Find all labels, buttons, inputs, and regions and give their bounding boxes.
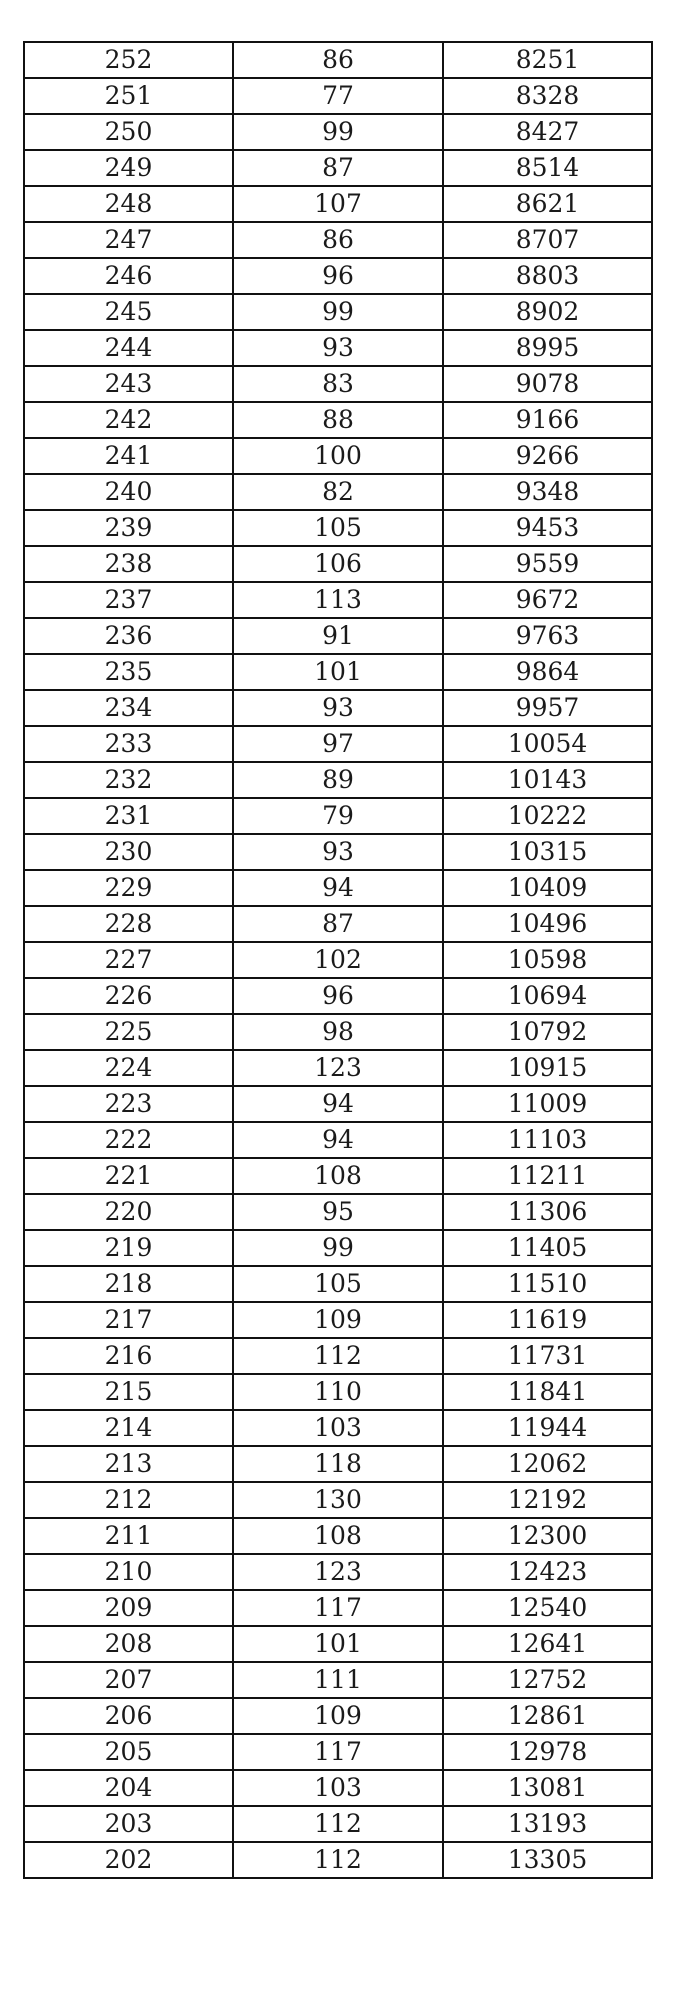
table-row — [24, 1770, 652, 1806]
score-cell: 251 — [24, 78, 233, 114]
score-cell: 242 — [24, 402, 233, 438]
table-row — [24, 1482, 652, 1518]
score-cell: 249 — [24, 150, 233, 186]
table-row — [24, 510, 652, 546]
count-cell: 111 — [233, 1662, 443, 1698]
cumulative-cell: 12192 — [443, 1482, 652, 1518]
count-cell: 82 — [233, 474, 443, 510]
cumulative-cell: 10143 — [443, 762, 652, 798]
score-cell: 252 — [24, 42, 233, 78]
count-cell: 87 — [233, 150, 443, 186]
table-row — [24, 438, 652, 474]
count-cell: 109 — [233, 1302, 443, 1338]
cumulative-cell: 9078 — [443, 366, 652, 402]
score-cell: 212 — [24, 1482, 233, 1518]
table-row — [24, 1374, 652, 1410]
table-row — [24, 1086, 652, 1122]
count-cell: 108 — [233, 1518, 443, 1554]
table-row — [24, 330, 652, 366]
count-cell: 112 — [233, 1338, 443, 1374]
score-cell: 211 — [24, 1518, 233, 1554]
table-row — [24, 618, 652, 654]
score-cell: 214 — [24, 1410, 233, 1446]
cumulative-cell: 9763 — [443, 618, 652, 654]
score-table-container — [23, 41, 651, 1879]
cumulative-cell: 13081 — [443, 1770, 652, 1806]
table-row — [24, 1806, 652, 1842]
cumulative-cell: 10598 — [443, 942, 652, 978]
cumulative-cell: 10315 — [443, 834, 652, 870]
table-row — [24, 690, 652, 726]
cumulative-cell: 9166 — [443, 402, 652, 438]
table-row — [24, 1410, 652, 1446]
count-cell: 83 — [233, 366, 443, 402]
table-row — [24, 402, 652, 438]
count-cell: 101 — [233, 1626, 443, 1662]
count-cell: 105 — [233, 510, 443, 546]
cumulative-cell: 10792 — [443, 1014, 652, 1050]
count-cell: 86 — [233, 42, 443, 78]
table-row — [24, 1698, 652, 1734]
table-row — [24, 942, 652, 978]
table-row — [24, 1518, 652, 1554]
table-row — [24, 1842, 652, 1878]
score-cell: 218 — [24, 1266, 233, 1302]
count-cell: 98 — [233, 1014, 443, 1050]
cumulative-cell: 12062 — [443, 1446, 652, 1482]
table-row — [24, 1554, 652, 1590]
cumulative-cell: 9453 — [443, 510, 652, 546]
score-cell: 209 — [24, 1590, 233, 1626]
score-cell: 206 — [24, 1698, 233, 1734]
cumulative-cell: 13193 — [443, 1806, 652, 1842]
score-cell: 236 — [24, 618, 233, 654]
cumulative-cell: 11211 — [443, 1158, 652, 1194]
count-cell: 94 — [233, 1122, 443, 1158]
count-cell: 112 — [233, 1806, 443, 1842]
cumulative-cell: 10694 — [443, 978, 652, 1014]
score-cell: 246 — [24, 258, 233, 294]
count-cell: 95 — [233, 1194, 443, 1230]
count-cell: 99 — [233, 1230, 443, 1266]
count-cell: 117 — [233, 1734, 443, 1770]
count-cell: 93 — [233, 834, 443, 870]
table-row — [24, 1734, 652, 1770]
count-cell: 88 — [233, 402, 443, 438]
count-cell: 105 — [233, 1266, 443, 1302]
score-cell: 237 — [24, 582, 233, 618]
cumulative-cell: 8328 — [443, 78, 652, 114]
cumulative-cell: 9957 — [443, 690, 652, 726]
table-row — [24, 1446, 652, 1482]
cumulative-cell: 10409 — [443, 870, 652, 906]
table-row — [24, 1662, 652, 1698]
score-cell: 245 — [24, 294, 233, 330]
score-cell: 230 — [24, 834, 233, 870]
cumulative-cell: 10054 — [443, 726, 652, 762]
count-cell: 110 — [233, 1374, 443, 1410]
score-cell: 232 — [24, 762, 233, 798]
count-cell: 123 — [233, 1554, 443, 1590]
score-cell: 233 — [24, 726, 233, 762]
table-row — [24, 654, 652, 690]
table-row — [24, 834, 652, 870]
cumulative-cell: 8251 — [443, 42, 652, 78]
score-cell: 207 — [24, 1662, 233, 1698]
cumulative-cell: 11103 — [443, 1122, 652, 1158]
score-cell: 226 — [24, 978, 233, 1014]
cumulative-cell: 12752 — [443, 1662, 652, 1698]
count-cell: 107 — [233, 186, 443, 222]
score-cell: 216 — [24, 1338, 233, 1374]
count-cell: 109 — [233, 1698, 443, 1734]
score-cell: 208 — [24, 1626, 233, 1662]
score-cell: 248 — [24, 186, 233, 222]
score-cell: 250 — [24, 114, 233, 150]
table-row — [24, 762, 652, 798]
score-cell: 234 — [24, 690, 233, 726]
table-row — [24, 1230, 652, 1266]
table-row — [24, 1158, 652, 1194]
cumulative-cell: 9864 — [443, 654, 652, 690]
table-row — [24, 258, 652, 294]
cumulative-cell: 10496 — [443, 906, 652, 942]
cumulative-cell: 12641 — [443, 1626, 652, 1662]
count-cell: 87 — [233, 906, 443, 942]
count-cell: 77 — [233, 78, 443, 114]
table-row — [24, 186, 652, 222]
count-cell: 86 — [233, 222, 443, 258]
score-cell: 219 — [24, 1230, 233, 1266]
cumulative-cell: 8514 — [443, 150, 652, 186]
cumulative-cell: 10915 — [443, 1050, 652, 1086]
count-cell: 96 — [233, 978, 443, 1014]
cumulative-cell: 9559 — [443, 546, 652, 582]
count-cell: 99 — [233, 294, 443, 330]
table-row — [24, 78, 652, 114]
cumulative-cell: 12300 — [443, 1518, 652, 1554]
cumulative-cell: 12423 — [443, 1554, 652, 1590]
table-row — [24, 1590, 652, 1626]
cumulative-cell: 13305 — [443, 1842, 652, 1878]
table-row — [24, 582, 652, 618]
table-row — [24, 1338, 652, 1374]
score-cell: 247 — [24, 222, 233, 258]
table-row — [24, 1014, 652, 1050]
count-cell: 130 — [233, 1482, 443, 1518]
score-cell: 231 — [24, 798, 233, 834]
cumulative-cell: 11731 — [443, 1338, 652, 1374]
score-cell: 238 — [24, 546, 233, 582]
table-row — [24, 1626, 652, 1662]
score-cell: 228 — [24, 906, 233, 942]
table-row — [24, 870, 652, 906]
score-cell: 223 — [24, 1086, 233, 1122]
count-cell: 94 — [233, 1086, 443, 1122]
score-cell: 210 — [24, 1554, 233, 1590]
score-cell: 227 — [24, 942, 233, 978]
cumulative-cell: 12978 — [443, 1734, 652, 1770]
count-cell: 102 — [233, 942, 443, 978]
count-cell: 89 — [233, 762, 443, 798]
score-cell: 225 — [24, 1014, 233, 1050]
table-row — [24, 366, 652, 402]
score-cell: 215 — [24, 1374, 233, 1410]
count-cell: 100 — [233, 438, 443, 474]
score-cell: 229 — [24, 870, 233, 906]
score-cell: 202 — [24, 1842, 233, 1878]
score-cell: 204 — [24, 1770, 233, 1806]
score-cell: 243 — [24, 366, 233, 402]
score-cell: 213 — [24, 1446, 233, 1482]
score-cell: 241 — [24, 438, 233, 474]
count-cell: 113 — [233, 582, 443, 618]
score-cell: 244 — [24, 330, 233, 366]
table-row — [24, 726, 652, 762]
table-row — [24, 906, 652, 942]
cumulative-cell: 8621 — [443, 186, 652, 222]
table-row — [24, 42, 652, 78]
cumulative-cell: 11306 — [443, 1194, 652, 1230]
score-cell: 235 — [24, 654, 233, 690]
count-cell: 93 — [233, 330, 443, 366]
cumulative-cell: 11009 — [443, 1086, 652, 1122]
cumulative-cell: 8995 — [443, 330, 652, 366]
table-row — [24, 222, 652, 258]
table-row — [24, 294, 652, 330]
table-row — [24, 114, 652, 150]
score-cell: 224 — [24, 1050, 233, 1086]
table-row — [24, 474, 652, 510]
count-cell: 103 — [233, 1770, 443, 1806]
cumulative-cell: 9672 — [443, 582, 652, 618]
table-row — [24, 1122, 652, 1158]
count-cell: 93 — [233, 690, 443, 726]
score-cell: 217 — [24, 1302, 233, 1338]
table-row — [24, 798, 652, 834]
cumulative-cell: 8707 — [443, 222, 652, 258]
table-row — [24, 1194, 652, 1230]
count-cell: 112 — [233, 1842, 443, 1878]
cumulative-cell: 8803 — [443, 258, 652, 294]
count-cell: 108 — [233, 1158, 443, 1194]
table-row — [24, 978, 652, 1014]
count-cell: 96 — [233, 258, 443, 294]
count-cell: 118 — [233, 1446, 443, 1482]
cumulative-cell: 11405 — [443, 1230, 652, 1266]
score-cell: 240 — [24, 474, 233, 510]
count-cell: 123 — [233, 1050, 443, 1086]
cumulative-cell: 8902 — [443, 294, 652, 330]
cumulative-cell: 9266 — [443, 438, 652, 474]
cumulative-cell: 12861 — [443, 1698, 652, 1734]
count-cell: 97 — [233, 726, 443, 762]
score-cell: 239 — [24, 510, 233, 546]
table-row — [24, 1050, 652, 1086]
table-row — [24, 1302, 652, 1338]
cumulative-cell: 8427 — [443, 114, 652, 150]
table-row — [24, 1266, 652, 1302]
score-cell: 220 — [24, 1194, 233, 1230]
score-table-body — [24, 42, 652, 1878]
count-cell: 99 — [233, 114, 443, 150]
score-cell: 205 — [24, 1734, 233, 1770]
count-cell: 101 — [233, 654, 443, 690]
score-cell: 221 — [24, 1158, 233, 1194]
count-cell: 117 — [233, 1590, 443, 1626]
count-cell: 94 — [233, 870, 443, 906]
cumulative-cell: 11944 — [443, 1410, 652, 1446]
cumulative-cell: 11841 — [443, 1374, 652, 1410]
count-cell: 103 — [233, 1410, 443, 1446]
cumulative-cell: 11619 — [443, 1302, 652, 1338]
cumulative-cell: 12540 — [443, 1590, 652, 1626]
score-table — [23, 41, 653, 1879]
count-cell: 79 — [233, 798, 443, 834]
count-cell: 106 — [233, 546, 443, 582]
table-row — [24, 150, 652, 186]
cumulative-cell: 9348 — [443, 474, 652, 510]
score-cell: 222 — [24, 1122, 233, 1158]
cumulative-cell: 11510 — [443, 1266, 652, 1302]
count-cell: 91 — [233, 618, 443, 654]
cumulative-cell: 10222 — [443, 798, 652, 834]
table-row — [24, 546, 652, 582]
score-cell: 203 — [24, 1806, 233, 1842]
